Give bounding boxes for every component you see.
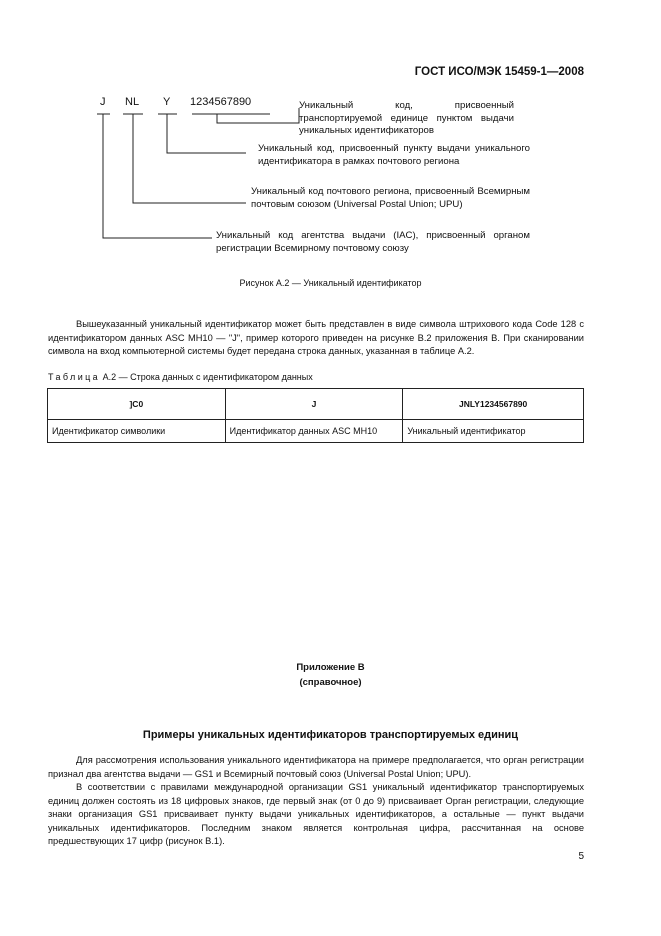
code-part-serial: 1234567890	[190, 96, 252, 108]
intro-paragraph	[48, 318, 584, 359]
label-agency-code: Уникальный код агентства выдачи (IAC), присвоенный органом регистрации Всемирному почтовому союзу	[216, 230, 530, 254]
table-cell: Идентификатор символики	[48, 420, 226, 443]
table-header-row	[48, 389, 584, 420]
appendix-subtitle: (справочное)	[299, 677, 362, 688]
label-serial-code: Уникальный код, присвоенный транспортируемой единице пунктом выдачи уникальных идентификаторов	[299, 100, 514, 136]
appendix-paragraph: Для рассмотрения использования уникального идентификатора на примере предполагается, что орган регистрации признал два агентства выдачи — GS1 и Всемирный почтовый союз (Universal Postal Union; UPU).	[48, 755, 584, 779]
table-cell: Уникальный идентификатор	[403, 420, 584, 443]
page-number: 5	[578, 851, 584, 862]
code-part-iac: J	[100, 96, 106, 108]
code-part-postal-region: NL	[125, 96, 140, 108]
table-caption-word: Таблица	[48, 372, 101, 382]
data-string-table	[47, 388, 584, 443]
appendix-heading: Примеры уникальных идентификаторов транспортируемых единиц	[142, 729, 519, 741]
appendix-paragraph: В соответствии с правилами международной организации GS1 уникальный идентификатор транспортируемых единиц должен состоять из 18 цифровых знаков, где первый знак (от 0 до 9) присваивает Орган регистрации, следующие знаки организация GS1 присваивает пункту выдачи уникальных идентификаторов, а остальные — пункт выдачи уникальных идентификаторов. Последним знаком является контрольная цифра, рассчитанная на основе предшествующих 17 цифр (рисунок В.1).	[48, 782, 584, 846]
table-row	[48, 420, 584, 443]
table-cell: Идентификатор данных ASC MH10	[225, 420, 403, 443]
appendix-body	[48, 754, 584, 849]
table-caption	[48, 372, 313, 382]
figure-caption: Рисунок А.2 — Уникальный идентификатор	[239, 278, 422, 288]
table-header-cell: J	[225, 389, 403, 420]
table-caption-text: А.2 — Строка данных с идентификатором данных	[102, 372, 313, 382]
table-header-cell: ]C0	[48, 389, 226, 420]
document-header: ГОСТ ИСО/МЭК 15459-1—2008	[414, 66, 584, 78]
appendix-title: Приложение В	[296, 662, 365, 673]
label-postal-region-code: Уникальный код почтового региона, присвоенный Всемирным почтовым союзом (Universal Postal Union; UPU)	[251, 186, 530, 210]
code-part-issuing-office: Y	[163, 96, 171, 108]
intro-text: Вышеуказанный уникальный идентификатор может быть представлен в виде символа штрихового кода Code 128 с идентификатором данных ASC MH10 — "J", пример которого приведен на рисунке В.2 приложения В. При сканировании символа на вход компьютерной системы будет передана строка данных, указанная в таблице А.2.	[48, 319, 584, 356]
table-header-cell: JNLY1234567890	[403, 389, 584, 420]
label-issuing-office-code: Уникальный код, присвоенный пункту выдачи уникального идентификатора в рамках почтового региона	[258, 143, 530, 167]
